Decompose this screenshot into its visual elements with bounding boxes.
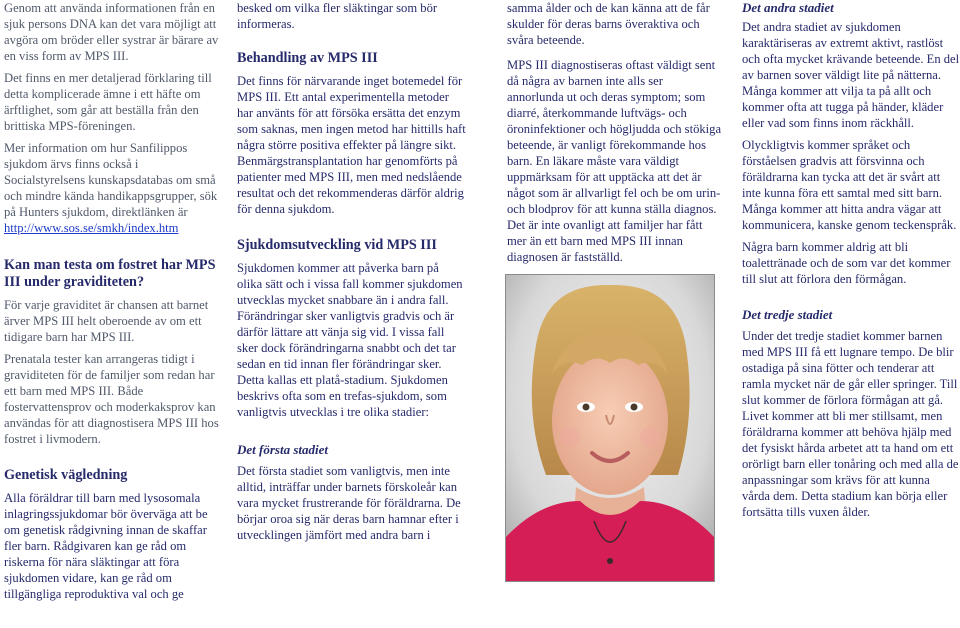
paragraph-genetic-counselling: Alla föräldrar till barn med lysosomala inlagringssjukdomar bör överväga att be om genetisk rådgivning innan de skaffar fler barn. Rådgivaren kan ge råd om riskerna för nära släktingar att föra sjukdomen vidare, kan ge råd om tillgängliga reproduktiva val och ge — [4, 491, 208, 601]
treatment-rest-text: Ett antal experimentella metoder har använts för att försöka ersätta det enzym som saknas, men ingen metod har hittills haft några större positiva effekter på längre sikt. Benmärgstransplantation har genomförts på patienter med MPS III, men med nedslående resultat och det rekommenderas därför aldrig för denna sjukdom. — [237, 90, 466, 216]
paragraph-behaviour-blame: samma ålder och de kan känna att de får skulder för deras barns överaktiva och svåra beteende. — [507, 1, 710, 47]
paragraph-diagnosis: MPS III diagnostiseras oftast väldigt sent då några av barnen inte alls ser annorlunda ut och deras symptom; som diarré, återkommande luftvägs- och öroninfektioner och högljudda och stökiga beteende, är vanligt förekommande hos barn. En läkare måste vara väldigt uppmärksam för att upptäcka att det är något som är allvarligt fel och be om urin- och blodprov för att kunna ställa diagnos. Det är inte ovanligt att familjer har fått mer än ett barn med MPS III innan diagnosen är fastställd. — [507, 58, 722, 264]
paragraph-inform-relatives: besked om vilka fler släktingar som bör informeras. — [237, 1, 438, 31]
paragraph-heritage-booklet: Det finns en mer detaljerad förklaring till detta komplicerade ämne i ett häfte om ärftlighet, som går att beställa från den brittiska MPS-föreningen. — [4, 71, 212, 133]
paragraph-second-stage: Det andra stadiet av sjukdomen karaktäriseras av extremt aktivt, rastlöst och ofta mycket krävande beteende. En del av barnen sover väldigt lite på nätterna. Många kommer att vilja ta på allt och kommer ofta att tugga på händer, kläder eller vad som finns inom räckhåll. — [742, 20, 960, 130]
paragraph-prenatal-tests: Prenatala tester kan arrangeras tidigt i graviditeten för de familjer som redan har ett barn med MPS III. Både fostervattensprov och moderkaksprov kan användas för att diagnostisera MPS III hos fostret i livmodern. — [4, 352, 219, 446]
paragraph-language-loss: Olyckligtvis kommer språket och förståelsen gradvis att försvinna och föräldrarna kan tycka att det är svårt att inte kunna föra ett samtal med sitt barn. Många kommer att hitta andra vägar att kommunicera, kanske genom teckenspråk. — [742, 138, 957, 232]
column-2 — [237, 0, 467, 549]
paragraph-disease-progression: Sjukdomen kommer att påverka barn på olika sätt och i vissa fall kommer sjukdomen utvecklas mycket snabbare än i andra fall. Förändringar sker vanligtvis gradvis och är därför lättare att vänja sig vid. I vissa fall sker dock förändringarna snabbt och det tar sedan en tid innan fler förändringar sker. Detta kallas ett platå-stadium. Sjukdomen beskrivs ofta som en trefas-sjukdom, som vanligtvis utvecklas i tre olika stadier: — [237, 261, 463, 419]
patient-photo — [505, 274, 715, 582]
paragraph-toilet-training: Några barn kommer aldrig att bli toalettränade och de som var det kommer till slut att förlora den förmågan. — [742, 240, 951, 286]
column-1 — [4, 0, 220, 608]
heading-first-stage: Det första stadiet — [237, 442, 328, 457]
paragraph-treatment — [237, 73, 467, 217]
treatment-lead-text: Det finns för närvarande inget botemedel för MPS III. — [237, 74, 463, 104]
paragraph-sanfilippo-info: Mer information om hur Sanfilippos sjukdom ärvs finns också i Socialstyrelsens kunskapsdatabas om små och mindre kända handikappsgrupper, sök på Hunters sjukdom, direktlänken är — [4, 141, 218, 219]
heading-disease-progression: Sjukdomsutveckling vid MPS III — [237, 237, 437, 253]
column-4 — [742, 0, 960, 526]
heading-genetic-counselling: Genetisk vägledning — [4, 467, 128, 483]
paragraph-pregnancy-risk: För varje graviditet är chansen att barnet ärver MPS III helt oberoende av om ett tidigare barn har MPS III. — [4, 298, 209, 344]
heading-prenatal-test: Kan man testa om fostret har MPS III under graviditeten? — [4, 257, 216, 290]
paragraph-dna: Genom att använda informationen från en sjuk persons DNA kan det vara möjligt att avgöra om bröder eller systrar är bärare av en viss form av MPS III. — [4, 1, 219, 63]
heading-treatment: Behandling av MPS III — [237, 50, 378, 66]
heading-second-stage: Det andra stadiet — [742, 0, 834, 15]
paragraph-third-stage: Under det tredje stadiet kommer barnen med MPS III få ett lugnare tempo. De blir ostadiga på sina fötter och tenderar att ramla mycket när de går eller springer. Till slut kommer de förlora förmågan att gå. Livet kommer att bli mer stillsamt, men föräldrarna kommer att behöva hjälp med det fysiskt hårda arbetet att ta hand om ett orörligt barn eller tonåring och med alla de anpassningar som krävs för att kunna vårda dem. Detta stadium kan börja eller fortsätta tills vuxen ålder. — [742, 329, 959, 519]
socialstyrelsen-link[interactable]: http://www.sos.se/smkh/index.htm — [4, 221, 179, 235]
paragraph-first-stage: Det första stadiet som vanligtvis, men inte alltid, inträffar under barnets förskoleår kan vara mycket frustrerande för föräldrarna. De börjar oroa sig när deras barn hamnar efter i utvecklingen jämfört med andra barn i — [237, 464, 461, 542]
column-3 — [507, 0, 722, 271]
heading-third-stage: Det tredje stadiet — [742, 307, 833, 322]
